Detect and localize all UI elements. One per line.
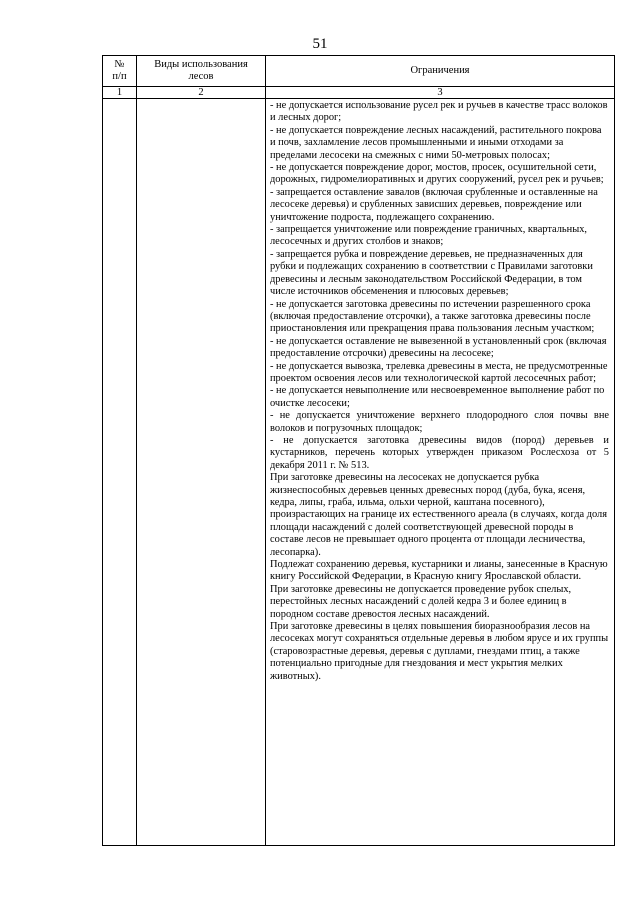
restriction-item: - не допускается повреждение дорог, мостов, просек, осушительной сети, дорожных, гидромелиоративных и других сооружений, русел рек и ручьев; — [270, 162, 604, 186]
page-number: 51 — [312, 36, 328, 52]
header-forest-use-type-line2: лесов — [188, 71, 214, 82]
header-forest-use-type-line1: Виды использования — [154, 59, 248, 70]
restriction-paragraph: При заготовке древесины не допускается проведение рубок спелых, перестойных лесных насаждений с долей кедра 3 и более единиц в породном составе древостоя лесных насаждений. — [270, 583, 572, 620]
restriction-item: - не допускается повреждение лесных насаждений, растительного покрова и почв, захламление лесов промышленными и иными отходами за пределами лесосеки на смежных с ними 50-метровых полосах; — [270, 124, 602, 161]
table-header-row — [103, 56, 615, 87]
row-restrictions-cell — [266, 99, 615, 846]
restriction-item: - не допускается невыполнение или несвоевременное выполнение работ по очистке лесосеки; — [270, 385, 605, 409]
restriction-item: - не допускается уничтожение верхнего плодородного слоя почвы вне волоков и погрузочных площадок; — [270, 410, 609, 434]
restrictions-text — [266, 99, 614, 683]
index-cell-1: 1 — [103, 87, 137, 99]
restriction-item: - не допускается использование русел рек и ручьев в качестве трасс волоков и лесных дорог; — [270, 100, 608, 124]
index-cell-3: 3 — [266, 87, 615, 99]
restriction-item: - не допускается заготовка древесины по истечении разрешенного срока (включая предоставление отсрочки), а также заготовка древесины после приостановления или прекращения права пользования лесным участком; — [270, 298, 595, 335]
restriction-item: - не допускается заготовка древесины видов (пород) деревьев и кустарников, перечень которых утвержден приказом Рослесхоза от 5 декабря 2011 г. № 513. — [270, 434, 609, 471]
restriction-paragraph: Подлежат сохранению деревья, кустарники и лианы, занесенные в Красную книгу Российской Федерации, в Красную книгу Ярославской области. — [270, 559, 608, 583]
header-forest-use-type — [137, 56, 266, 87]
header-number-line2: п/п — [112, 71, 127, 82]
index-cell-2: 2 — [137, 87, 266, 99]
restriction-item: - запрещается рубка и повреждение деревьев, не предназначенных для рубки и подлежащих сохранению в соответствии с Правилами заготовки древесины и лесным законодательством Российской Федерации, в том числе источников обсеменения и плюсовых деревьев; — [270, 248, 593, 298]
table-index-row — [103, 87, 615, 99]
row-forest-use-type-cell — [137, 99, 266, 846]
restriction-paragraph: При заготовке древесины на лесосеках не допускается рубка жизнеспособных деревьев ценных древесных пород (дуба, бука, ясеня, кедра, липы, граба, ильма, ольхи черной, каштана посевного), произрастающих на границе их естественного ареала (в случаях, когда доля площади насаждений с долей соответствующей древесной породы в составе лесов не превышает одного процента от площади лесничества, лесопарка). — [270, 472, 608, 558]
row-number-cell — [103, 99, 137, 846]
restriction-item: - не допускается вывозка, трелевка древесины в места, не предусмотренные проектом освоения лесов или технологической картой лесосечных работ; — [270, 360, 608, 384]
restriction-item: - не допускается оставление не вывезенной в установленный срок (включая предоставление отсрочки) древесины на лесосеке; — [270, 335, 607, 360]
header-number-line1: № — [114, 59, 125, 70]
restriction-item: - запрещается уничтожение или повреждение граничных, квартальных, лесосечных и других столбов и знаков; — [270, 224, 587, 248]
restriction-item: - запрещается оставление завалов (включая срубленные и оставленные на лесосеке деревья) и срубленных зависших деревьев, повреждение или уничтожение подроста, подлежащего сохранению. — [270, 186, 598, 223]
header-number — [103, 56, 137, 87]
restriction-paragraph: При заготовке древесины в целях повышения биоразнообразия лесов на лесосеках могут сохраняться отдельные деревья в любом ярусе и их группы (старовозрастные деревья, деревья с дуплами, гнездами птиц, а также потенциально пригодные для гнездования и мест укрытия мелких животных). — [270, 621, 609, 682]
restrictions-table — [102, 55, 615, 846]
header-restrictions: Ограничения — [266, 56, 615, 87]
table-row — [103, 99, 615, 846]
